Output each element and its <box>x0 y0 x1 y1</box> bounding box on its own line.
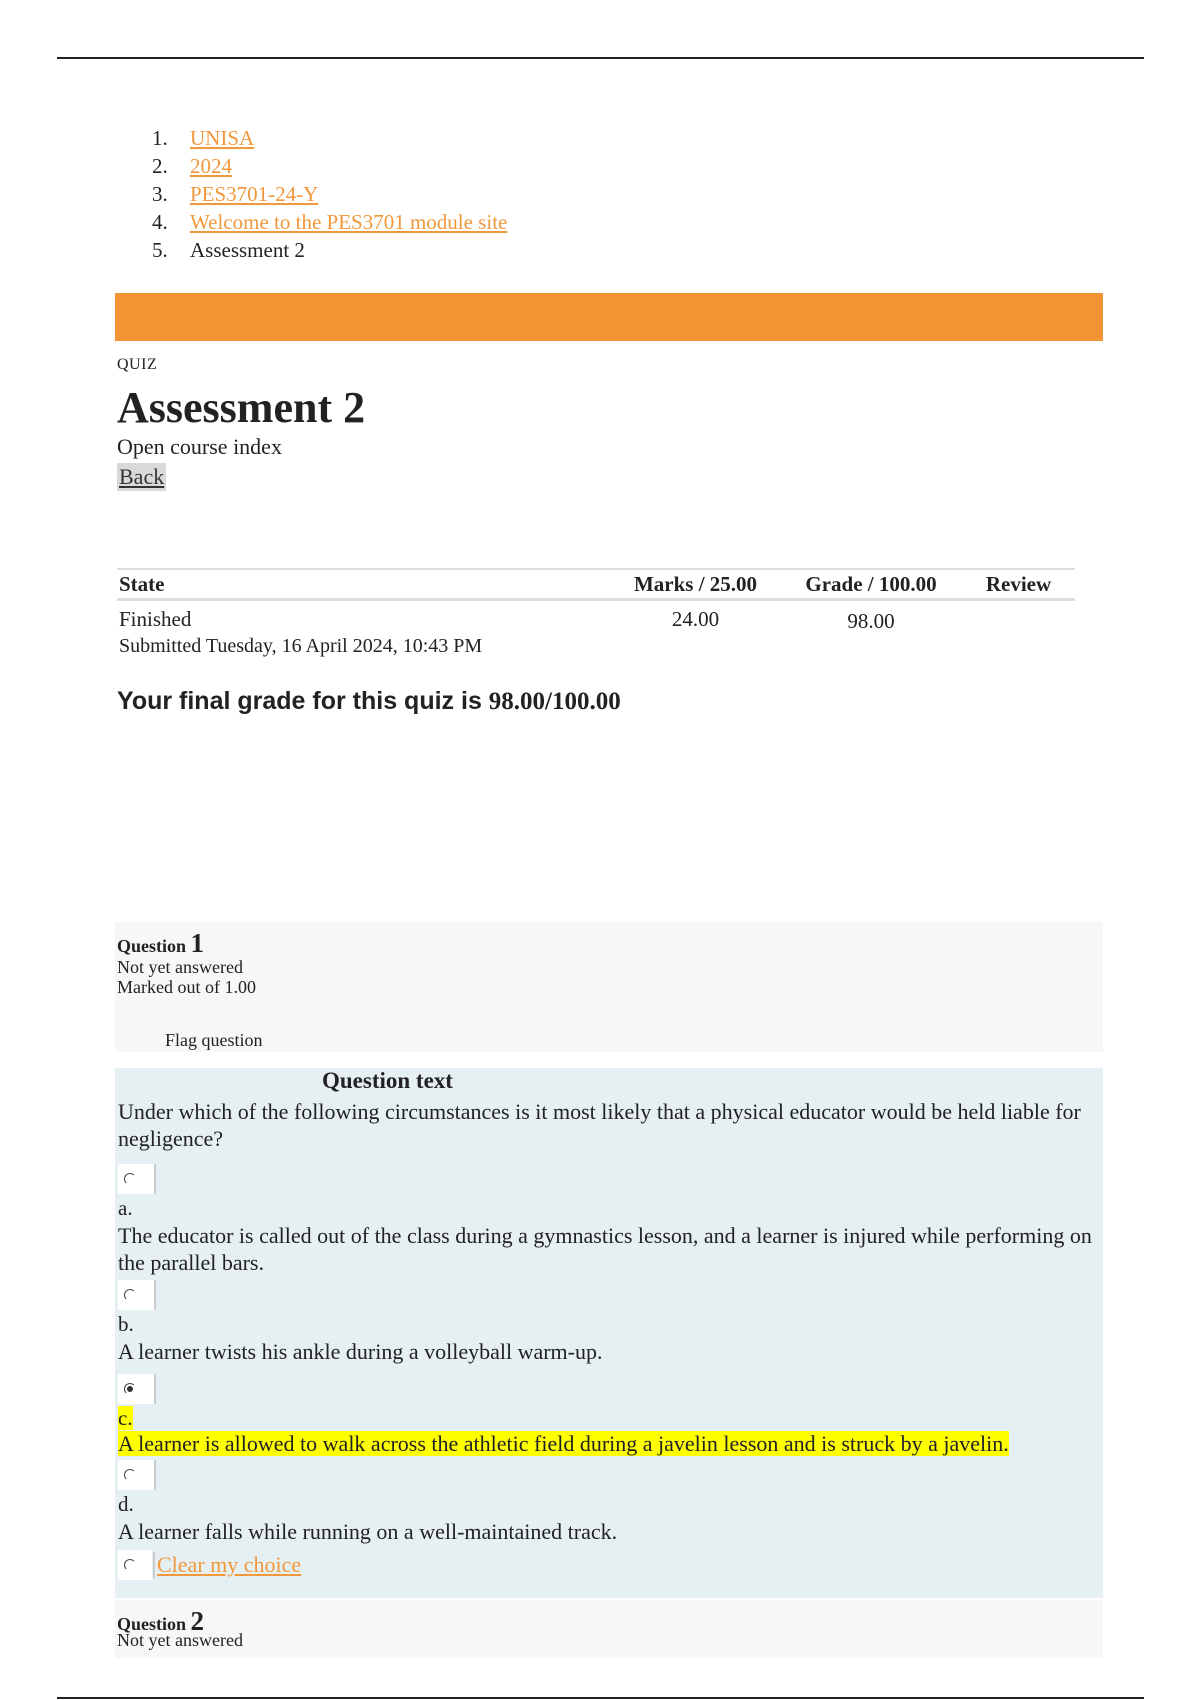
question-1-content <box>115 1068 1103 1598</box>
question-text-heading: Question text <box>322 1068 453 1093</box>
attempt-state: Finished <box>119 607 192 631</box>
breadcrumb-link-welcome[interactable]: Welcome to the PES3701 module site <box>190 210 508 234</box>
radio-selected-icon <box>124 1383 136 1395</box>
open-course-index-link[interactable]: Open course index <box>117 434 282 459</box>
page-title: Assessment 2 <box>117 383 366 432</box>
clear-choice-radio[interactable] <box>118 1550 152 1580</box>
option-d-letter: d. <box>118 1492 134 1516</box>
column-header-marks: Marks / 25.00 <box>611 569 780 600</box>
final-grade-label: Your final grade for this quiz is <box>117 687 482 715</box>
grade-cell: 98.00 <box>847 609 895 633</box>
activity-type-label: QUIZ <box>117 356 158 373</box>
option-a-text[interactable]: The educator is called out of the class during a gymnastics lesson, and a learner is injured while performing on the parallel bars. <box>118 1223 1092 1275</box>
column-header-grade: Grade / 100.00 <box>780 569 962 600</box>
radio-icon <box>124 1289 136 1301</box>
question-2-info <box>115 1600 1103 1658</box>
clear-my-choice-link[interactable]: Clear my choice <box>153 1552 301 1578</box>
option-b-text[interactable]: A learner twists his ankle during a volleyball warm-up. <box>118 1339 603 1364</box>
column-header-state: State <box>117 569 611 600</box>
flag-question-link[interactable]: Flag question <box>165 1030 263 1050</box>
header-banner <box>115 293 1103 341</box>
question-number: Question 2 <box>117 1606 205 1636</box>
breadcrumb-item[interactable]: 3. PES3701-24-Y <box>152 182 319 206</box>
option-c-text[interactable]: A learner is allowed to walk across the athletic field during a javelin lesson and is struck by a javelin. <box>118 1431 1009 1456</box>
question-status: Not yet answered <box>117 1630 243 1650</box>
breadcrumb-item[interactable]: 1. UNISA <box>152 126 255 150</box>
question-1-info <box>115 922 1103 1052</box>
top-rule <box>57 57 1144 59</box>
breadcrumb-current: Assessment 2 <box>190 238 305 262</box>
table-header-row <box>117 569 1075 600</box>
breadcrumb-item[interactable]: 4. Welcome to the PES3701 module site <box>152 210 508 234</box>
review-cell[interactable] <box>962 600 1075 659</box>
final-grade <box>117 687 621 716</box>
option-b-radio[interactable] <box>118 1280 156 1310</box>
question-text: Under which of the following circumstances is it most likely that a physical educator would be held liable for negligence? <box>118 1099 1081 1151</box>
breadcrumb-item[interactable]: 2. 2024 <box>152 154 232 178</box>
column-header-review: Review <box>962 569 1075 600</box>
question-status: Not yet answered Marked out of 1.00 <box>117 957 256 997</box>
radio-icon <box>124 1469 136 1481</box>
table-row <box>117 600 1075 659</box>
option-d-text[interactable]: A learner falls while running on a well-maintained track. <box>118 1519 618 1544</box>
option-c-letter: c. <box>118 1406 133 1430</box>
back-button[interactable]: Back <box>119 464 165 489</box>
bottom-rule <box>57 1697 1144 1699</box>
attempt-summary-table <box>117 568 1075 658</box>
breadcrumb-link-module[interactable]: PES3701-24-Y <box>190 182 319 206</box>
submitted-timestamp: Submitted Tuesday, 16 April 2024, 10:43 PM <box>119 635 483 657</box>
option-b-letter: b. <box>118 1312 134 1336</box>
breadcrumb-link-year[interactable]: 2024 <box>190 154 232 178</box>
radio-icon <box>124 1559 136 1571</box>
breadcrumb-link-unisa[interactable]: UNISA <box>190 126 255 150</box>
option-c-radio[interactable] <box>118 1374 156 1404</box>
breadcrumb-item: 5. Assessment 2 <box>152 238 305 262</box>
state-cell <box>117 600 611 659</box>
option-d-radio[interactable] <box>118 1460 156 1490</box>
marks-cell: 24.00 <box>671 607 720 631</box>
final-grade-value: 98.00/100.00 <box>488 688 621 715</box>
question-marks: Marked out of 1.00 <box>117 977 256 997</box>
radio-icon <box>124 1173 136 1185</box>
breadcrumb <box>152 124 507 264</box>
option-a-letter: a. <box>118 1196 133 1220</box>
question-number: Question 1 <box>117 928 205 958</box>
option-a-radio[interactable] <box>118 1164 156 1194</box>
